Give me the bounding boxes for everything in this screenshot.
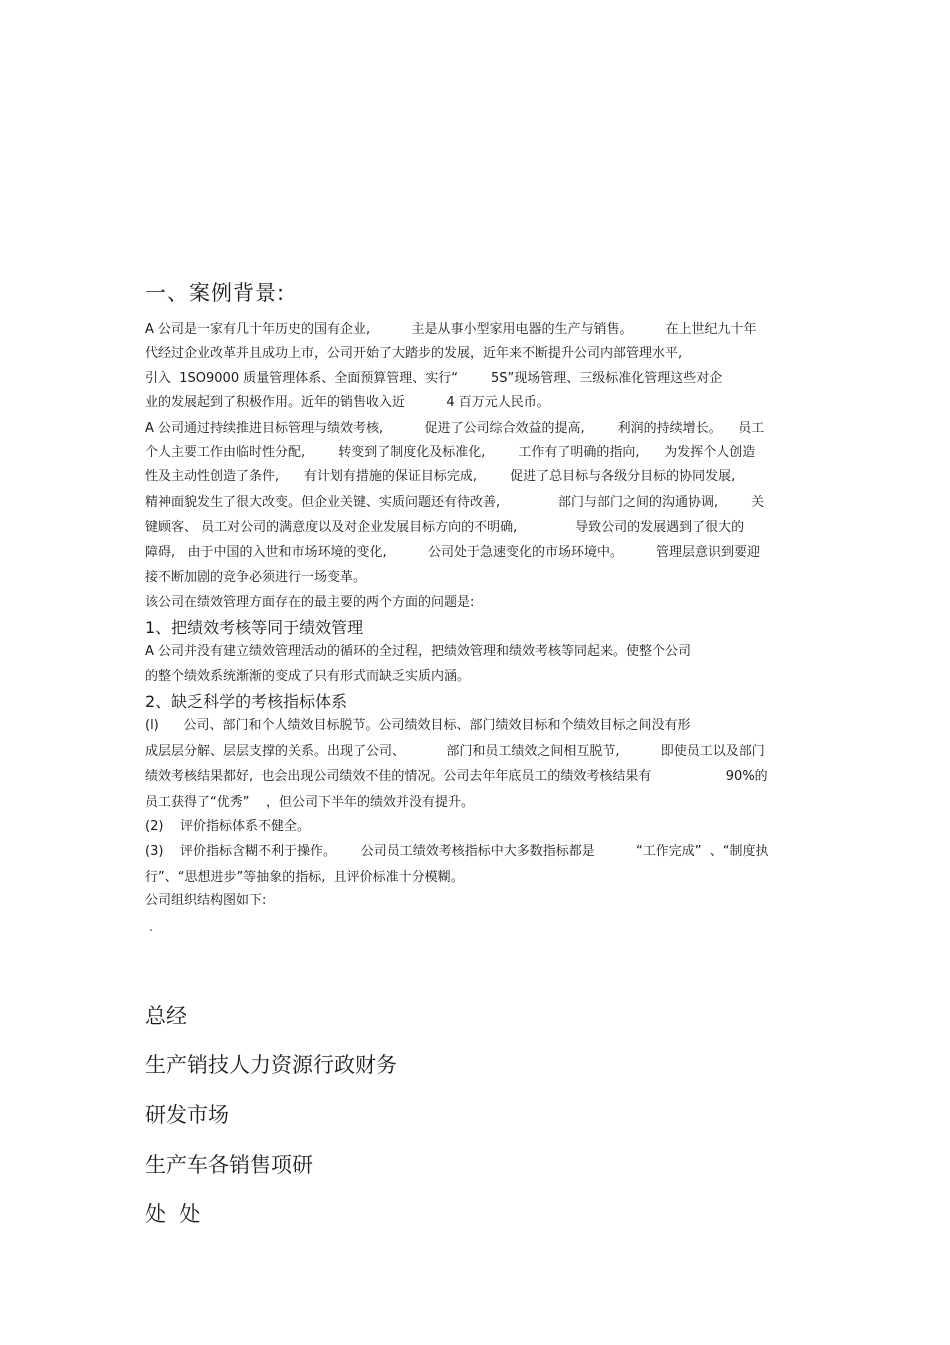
org-chart-line: 总经 xyxy=(145,1004,187,1028)
paragraph-line: 键顾客、 员工对公司的满意度以及对企业发展目标方向的不明确, 导致公司的发展遇到了很大的 xyxy=(145,520,745,535)
paragraph-line: (3) 评价指标含糊不利于操作。 公司员工绩效考核指标中大多数指标都是 “工作完成” 、“制度执 xyxy=(145,844,769,859)
problem2-heading: 2、缺乏科学的考核指标体系 xyxy=(145,692,348,711)
paragraph-line: 个人主要工作由临时性分配, 转变到了制度化及标准化, 工作有了明确的指向, 为发挥个人创造 xyxy=(145,445,756,460)
paragraph-line: 代经过企业改革并且成功上市，公司开始了大踏步的发展，近年来不断提升公司内部管理水平, xyxy=(145,346,683,361)
paragraph-line: 该公司在绩效管理方面存在的最主要的两个方面的问题是: xyxy=(145,595,475,610)
org-chart-line: 处 处 xyxy=(145,1202,201,1226)
paragraph-line: 员工获得了“优秀” ，但公司下半年的绩效并没有提升。 xyxy=(145,795,474,810)
paragraph-line: 的整个绩效系统渐渐的变成了只有形式而缺乏实质内涵。 xyxy=(145,669,471,684)
paragraph-line: A 公司并没有建立绩效管理活动的循环的全过程，把绩效管理和绩效考核等同起来。使整个公司 xyxy=(145,644,692,659)
paragraph-line: 绩效考核结果都好, 也会出现公司绩效不佳的情况。公司去年年底员工的绩效考核结果有 90%的 xyxy=(145,769,768,784)
stray-dot xyxy=(150,929,152,931)
paragraph-line: 精神面貌发生了很大改变。但企业关键、实质问题还有待改善, 部门与部门之间的沟通协调, 关 xyxy=(145,495,765,510)
paragraph-line: (2) 评价指标体系不健全。 xyxy=(145,819,310,834)
paragraph-line: A 公司是一家有几十年历史的国有企业, 主是从事小型家用电器的生产与销售。 在上世纪九十年 xyxy=(145,322,757,337)
paragraph-line: 接不断加剧的竞争必须进行一场变革。 xyxy=(145,570,367,585)
section-title: 一、案例背景: xyxy=(145,281,286,305)
paragraph-line: 公司组织结构图如下: xyxy=(145,893,267,908)
org-chart-line: 生产车各销售项研 xyxy=(145,1153,313,1177)
paragraph-line: 行”、“思想进步”等抽象的指标, 且评价标准十分模糊。 xyxy=(145,870,464,885)
paragraph-line: (l) 公司、部门和个人绩效目标脱节。公司绩效目标、部门绩效目标和个绩效目标之间没有形 xyxy=(145,718,691,733)
paragraph-line: 成层层分解、层层支撑的关系。出现了公司、 部门和员工绩效之间相互脱节, 即使员工以及部门 xyxy=(145,744,765,759)
paragraph-line: 障碍, 由于中国的入世和市场环境的变化, 公司处于急速变化的市场环境中。 管理层意识到要迎 xyxy=(145,545,761,560)
paragraph-line: 性及主动性创造了条件, 有计划有措施的保证目标完成, 促进了总目标与各级分目标的协同发展, xyxy=(145,469,736,484)
org-chart-line: 研发市场 xyxy=(145,1103,229,1127)
problem1-heading: 1、把绩效考核等同于绩效管理 xyxy=(145,618,364,637)
org-chart-line: 生产销技人力资源行政财务 xyxy=(145,1053,397,1077)
paragraph-line: A 公司通过持续推进目标管理与绩效考核, 促进了公司综合效益的提高, 利润的持续增长。 员工 xyxy=(145,421,765,436)
paragraph-line: 业的发展起到了积极作用。近年的销售收入近 4 百万元人民币。 xyxy=(145,395,550,410)
paragraph-line: 引入 1SO9000 质量管理体系、全面预算管理、实行“ 5S”现场管理、三级标准化管理这些对企 xyxy=(145,371,723,386)
